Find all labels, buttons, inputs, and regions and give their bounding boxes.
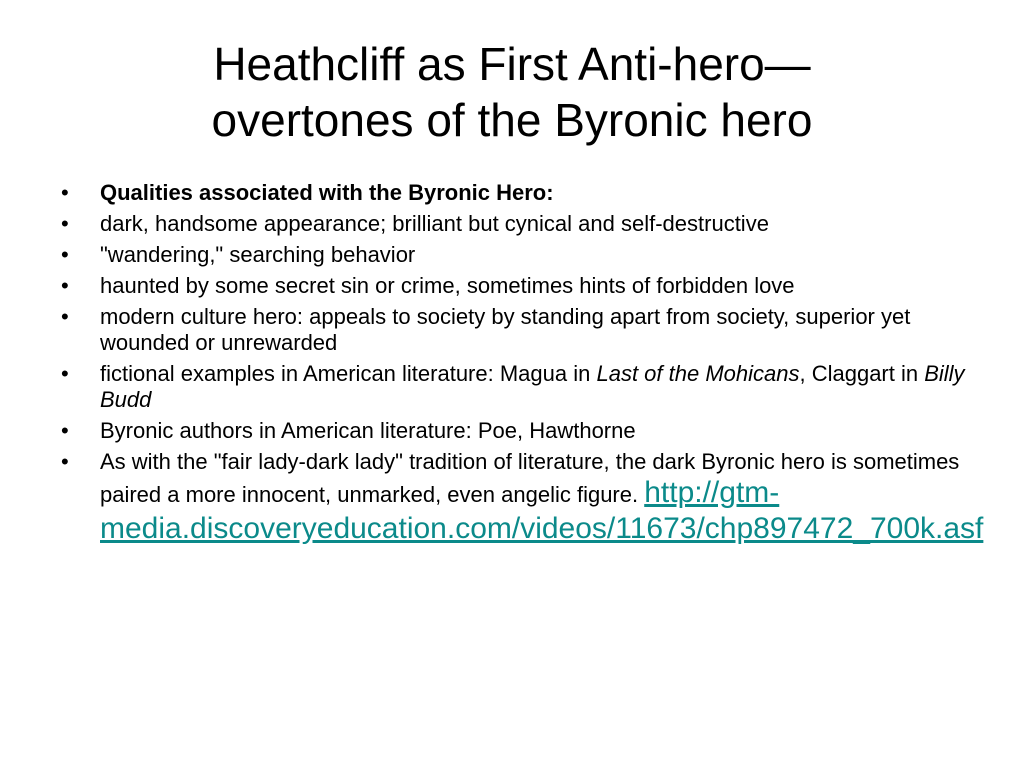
bullet-marker: •: [61, 418, 69, 443]
bullet-item: [61, 180, 971, 206]
video-link[interactable]: http://gtm-media.discoveryeducation.com/videos/11673/chp897472_700k.asf: [100, 476, 984, 545]
bullet-heading: Qualities associated with the Byronic Hero:: [100, 180, 554, 205]
bullet-marker: •: [61, 180, 69, 205]
bullet-text: As with the "fair lady-dark lady" tradition of literature, the dark Byronic hero is sometimes paired a more innocent, unmarked, even angelic figure.: [100, 449, 960, 507]
slide-title: [60, 36, 964, 148]
bullet-item: [61, 273, 971, 299]
bullet-text: Byronic authors in American literature: Poe, Hawthorne: [100, 418, 636, 443]
bullet-item: [61, 418, 971, 444]
bullet-text: fictional examples in American literature: Magua in: [100, 361, 597, 386]
bullet-text: haunted by some secret sin or crime, sometimes hints of forbidden love: [100, 273, 795, 298]
bullet-text: modern culture hero: appeals to society by standing apart from society, superior yet wounded or unrewarded: [100, 304, 911, 355]
bullet-marker: •: [61, 304, 69, 329]
bullet-text: dark, handsome appearance; brilliant but cynical and self-destructive: [100, 211, 769, 236]
bullet-item: [61, 361, 971, 413]
bullet-item: [61, 304, 971, 356]
bullet-text: , Claggart in: [799, 361, 925, 386]
bullet-marker: •: [61, 242, 69, 267]
bullet-marker: •: [61, 361, 69, 386]
book-title-italic: Last of the Mohicans: [596, 361, 800, 386]
bullet-text: "wandering," searching behavior: [100, 242, 416, 267]
bullet-item: [61, 449, 984, 547]
bullet-list: [61, 180, 984, 552]
book-title-italic: Billy Budd: [100, 361, 965, 412]
bullet-item: [61, 211, 971, 237]
bullet-marker: •: [61, 273, 69, 298]
title-line-2: overtones of the Byronic hero: [211, 94, 813, 146]
bullet-item: [61, 242, 971, 268]
bullet-marker: •: [61, 211, 69, 236]
bullet-marker: •: [61, 449, 69, 474]
title-line-1: Heathcliff as First Anti-hero—: [213, 38, 811, 90]
